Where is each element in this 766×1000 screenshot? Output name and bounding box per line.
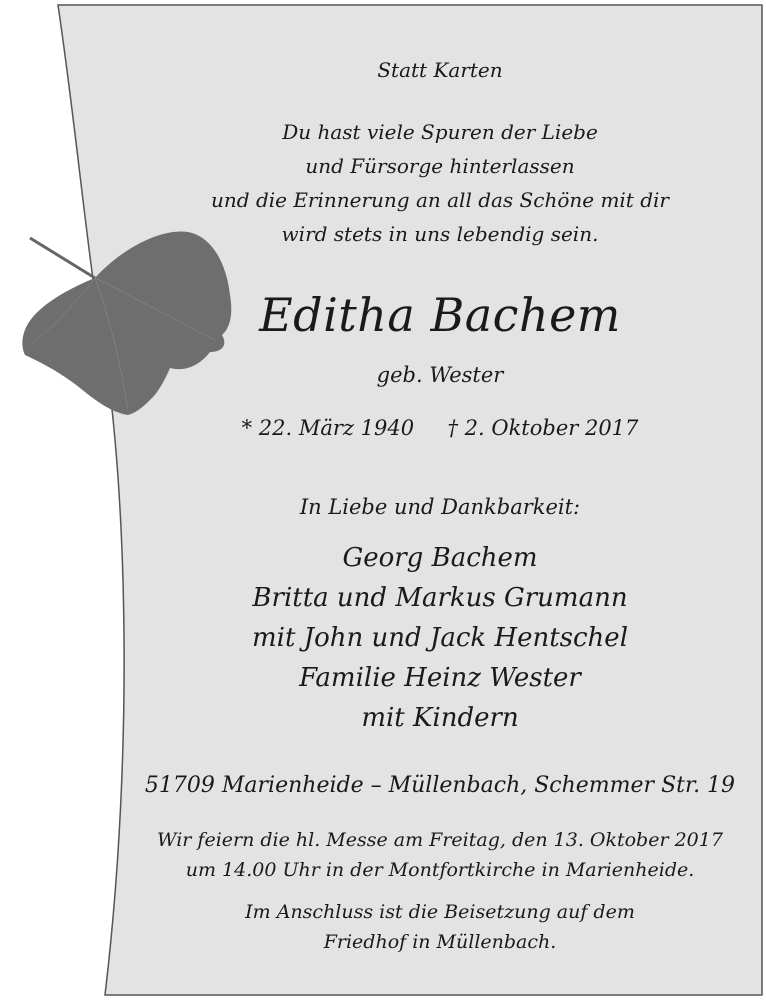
intro-text: Statt Karten [377,58,503,82]
deceased-name: Editha Bachem [259,288,621,342]
verse-line-1: Du hast viele Spuren der Liebe [282,120,598,144]
life-dates: * 22. März 1940 † 2. Oktober 2017 [241,416,639,440]
mourner-name: mit John und Jack Hentschel [251,623,629,653]
service-line-1: Wir feiern die hl. Messe am Freitag, den 13. Oktober 2017 [157,829,723,851]
birth-name: geb. Wester [376,363,504,387]
mourner-name: Georg Bachem [342,543,538,573]
verse-line-4: wird stets in uns lebendig sein. [281,222,599,246]
mourner-name: Familie Heinz Wester [299,663,581,693]
notice-content [120,0,760,1000]
mourners-heading: In Liebe und Dankbarkeit: [299,495,581,519]
mourner-name: mit Kindern [361,703,519,733]
verse-line-2: und Fürsorge hinterlassen [305,154,575,178]
burial-line-2: Friedhof in Müllenbach. [323,931,557,953]
service-line-2: um 14.00 Uhr in der Montfortkirche in Marienheide. [185,859,695,881]
verse-line-3: und die Erinnerung an all das Schöne mit dir [211,188,669,212]
mourner-name: Britta und Markus Grumann [252,583,628,613]
address: 51709 Marienheide – Müllenbach, Schemmer Str. 19 [144,773,736,798]
burial-line-1: Im Anschluss ist die Beisetzung auf dem [245,901,635,923]
